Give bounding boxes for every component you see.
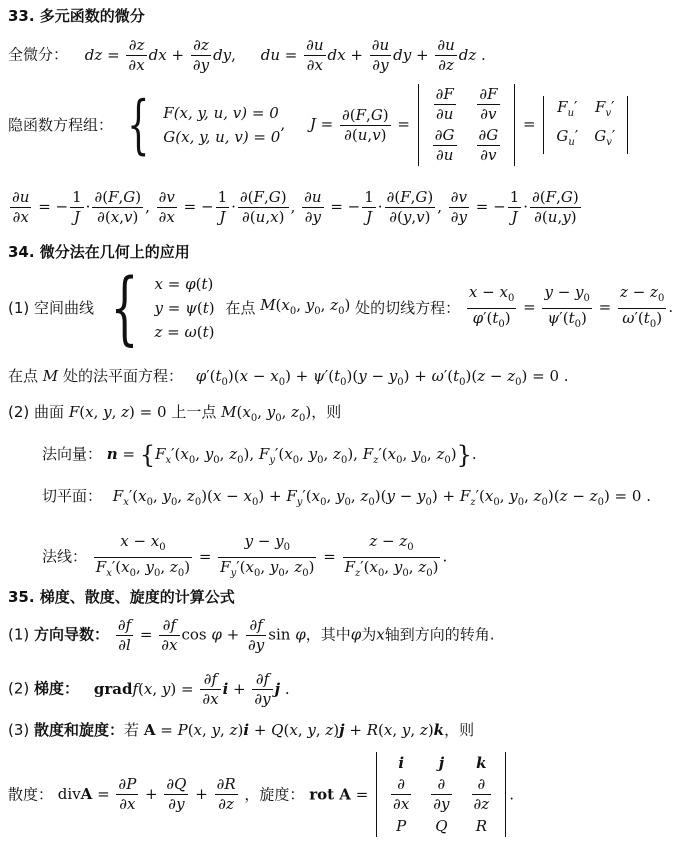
surface-row: (2) 曲面 F(x, y, z) = 0 上一点 $M(x_0$, $y_0$, $z_0$)，则 [8, 403, 342, 424]
curl-label: ，旋度： [244, 785, 305, 804]
tangent-plane-row: 切平面： $F_x'(x_0$, $y_0$, $z_0)(x - x_0) + F_y'(x_0$, $y_0$, $z_0)(y - y_0) + F_z'(x_0$, $y_0$, $z_0)(z - z_0) = 0$ . [42, 487, 651, 508]
normal-vector-label: 法向量： [42, 445, 103, 463]
implicit-partials-row: $\frac{\partial u}{\partial x}$ = − $\frac{1}{J}$ · $\frac{\partial(F,G)}{\partial(x,v)}$ , $\frac{\partial v}{\partial x}$ = − $\frac{1}{J}$ · $\frac{\partial(F,G)}{\partial(u,x)}$ , $\frac{\partial u}{\partial y}$ = − $\frac{1}{J}$ · $\frac{\partial(F,G)}{\partial(y,v)}$ , $\frac{\partial v}{\partial y}$ = − $\frac{1}{J}$ · $\frac{\partial(F,G)}{\partial(u,y)}$ [12, 188, 579, 226]
total-differential-label: 全微分： [8, 45, 69, 64]
div-rot-formula-row: 散度： divA = $\frac{\partial P}{\partial x}$ + $\frac{\partial Q}{\partial y}$ + $\frac{\partial R}{\partial z}$ ，旋度： rot A = i j k $\frac{\partial}{\partial x}$ $\frac{\partial}{\partial y}$ $\frac{\partial}{\partial z}$ P Q R . [8, 754, 514, 835]
div-curl-row: (3) 散度和旋度：若 A = P(x, y, z)i + Q(x, y, z)j + R(x, y, z)k，则 [8, 721, 475, 739]
divergence-label: 散度： [8, 785, 54, 804]
implicit-eq-f: F(x, y, u, v) = 0 [163, 104, 279, 122]
gradient-label: 梯度： [34, 679, 80, 698]
normal-line-label: 法线： [42, 547, 88, 566]
gradient-row: (2) 梯度： gradf(x, y) = $\frac{\partial f}{\partial x}$ i + $\frac{\partial f}{\partial y}$ j . [8, 670, 290, 708]
normal-plane-row: 在点 M 处的法平面方程： $\varphi'(t_0)(x - x_0) + \psi'(t_0)(y - y_0) + \omega'(t_0)(z - z_0) = 0$ . [8, 367, 569, 388]
section-35-heading: 35. 梯度、散度、旋度的计算公式 [8, 588, 235, 606]
tangent-plane-label: 切平面： [42, 487, 103, 505]
space-curve-label: (1) 空间曲线 [8, 299, 95, 317]
space-curve-row: (1) 空间曲线 { x = φ(t) y = ψ(t) z = ω(t) 在点 $M(x_0$, $y_0$, $z_0$) 处的切线方程： $\frac{x - x_0}{\varphi'(t_0)}$ = $\frac{y - y_0}{\psi'(t_0)}$ = $\frac{z - z_0}{\omega'(t_0)}$ . [8, 261, 674, 354]
div-curl-label: 散度和旋度： [34, 721, 125, 739]
total-differential-row: 全微分： dz = $\frac{\partial z}{\partial x}$ dx + $\frac{\partial z}{\partial y}$ dy, du = $\frac{\partial u}{\partial x}$ dx + $\frac{\partial u}{\partial y}$ dy + $\frac{\partial u}{\partial z}$ dz . [8, 36, 486, 74]
implicit-eq-g: G(x, y, u, v) = 0 [163, 128, 281, 146]
implicit-system-row: 隐函数方程组： { F(x, y, u, v) = 0 G(x, y, u, v) = 0, J = $\frac{\partial(F,G)}{\partial(u,v)}$ = $\frac{\partial F}{\partial u}$ $\frac{\partial F}{\partial v}$ $\frac{\partial G}{\partial u}$ $\frac{\partial G}{\partial v}$ = $F_u'$ $F_v'$ $G_u'$ $G_v'$ [8, 84, 631, 166]
normal-vector-row: 法向量： $n = \{F_x'(x_0$, $y_0$, $z_0$), $F_y'(x_0$, $y_0$, $z_0$), $F_z'(x_0$, $y_0$, $z_0$)}. [42, 441, 477, 469]
section-34-heading: 34. 微分法在几何上的应用 [8, 243, 190, 261]
surface-label: (2) 曲面 [8, 403, 65, 421]
directional-derivative-label: 方向导数： [34, 625, 110, 644]
normal-line-row: 法线： $\frac{x - x_0}{F_x'(x_0, y_0, z_0)}$ = $\frac{y - y_0}{F_y'(x_0, y_0, z_0)}$ = $\frac{z - z_0}{F_z'(x_0, y_0, z_0)}$ . [42, 532, 447, 583]
implicit-system-label: 隐函数方程组： [8, 116, 114, 134]
section-33-heading: 33. 多元函数的微分 [8, 7, 145, 25]
directional-derivative-row: (1) 方向导数： $\frac{\partial f}{\partial l}$ = $\frac{\partial f}{\partial x}$ cos φ + $\frac{\partial f}{\partial y}$ sin φ，其中φ为x轴到方向的转角. [8, 616, 495, 654]
